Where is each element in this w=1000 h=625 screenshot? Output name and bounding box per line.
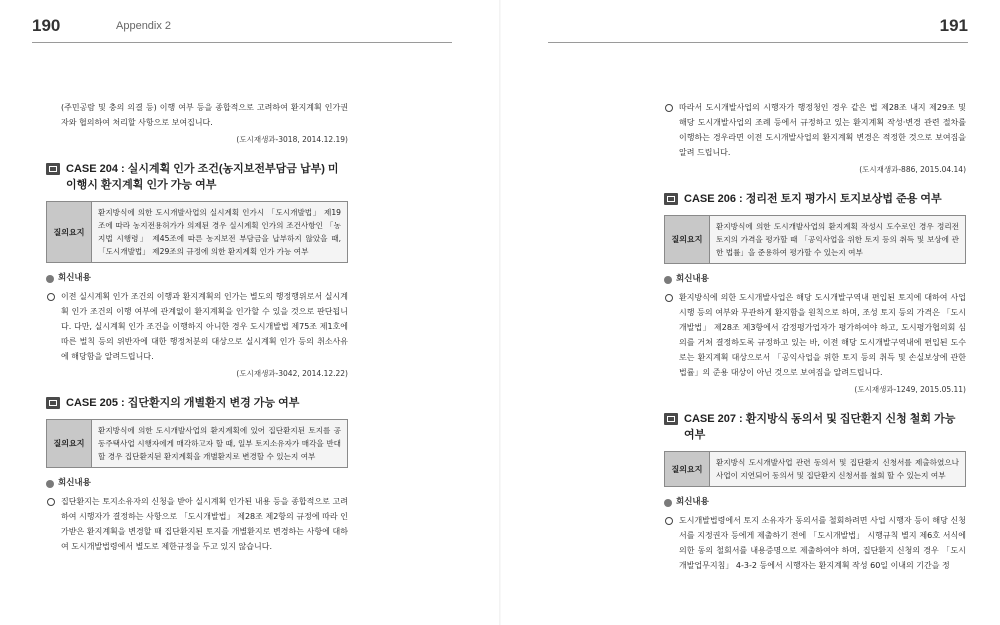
case-207-question-table xyxy=(664,451,966,487)
case-207-answer-heading xyxy=(664,495,966,510)
question-label: 질의요지 xyxy=(47,202,92,262)
bullet-circle-icon xyxy=(665,104,673,112)
case-205-title xyxy=(46,395,348,411)
case-204-question-table xyxy=(46,201,348,263)
case-204-title-text: CASE 204 : 실시계획 인가 조건(농지보전부담금 납부) 미이행시 환지계획 인가 가능 여부 xyxy=(66,163,339,191)
right-intro xyxy=(664,100,966,160)
left-intro-source: (도시재생과-3018, 2014.12.19) xyxy=(236,135,348,144)
case-207-answer xyxy=(664,513,966,573)
case-207-title-text: CASE 207 : 환지방식 동의서 및 집단환지 신청 철회 가능 여부 xyxy=(684,413,956,441)
right-page-number: 191 xyxy=(939,16,968,35)
answer-heading-text: 회신내용 xyxy=(58,478,91,488)
case-icon xyxy=(46,163,60,175)
case-206-question-text: 환지방식에 의한 도시개발사업의 환지계획 작성시 도수로인 경우 정리전 토지의 가격을 평가할 때 「공익사업을 위한 토지 등의 취득 및 보상에 관한 법률」을 준용하여 평가할 수 있는지 여부 xyxy=(710,216,965,263)
case-204-answer-heading xyxy=(46,271,348,286)
right-intro-text: 따라서 도시개발사업의 시행자가 행정청인 경우 같은 법 제28조 내지 제29조 및 해당 도시개발사업의 조례 등에서 규정하고 있는 환지계획 작성·변경 관련 절차를 이행하는 경우라면 이전 도시개발사업의 환지계획 변경은 적정한 것으로 보여짐을 알려 드립니다. xyxy=(679,103,966,157)
right-page-header xyxy=(548,18,968,43)
answer-heading-text: 회신내용 xyxy=(676,274,709,284)
question-label: 질의요지 xyxy=(47,420,92,467)
case-205-answer xyxy=(46,494,348,554)
case-206-title xyxy=(664,191,966,207)
left-page-column xyxy=(46,100,348,554)
question-label: 질의요지 xyxy=(665,216,710,263)
left-page-header xyxy=(32,18,452,43)
case-205-question-text: 환지방식에 의한 도시개발사업의 환지계획에 있어 집단환지된 토지를 공동주택사업 시행자에게 매각하고자 할 때, 일부 토지소유자가 매각을 반대할 경우 집단환지된 환지계획을 개별환지로 변경할 수 있는지 여부 xyxy=(92,420,347,467)
answer-heading-text: 회신내용 xyxy=(58,273,91,283)
case-207-answer-text: 도시개발법령에서 토지 소유자가 동의서를 철회하려면 사업 시행자 등이 해당 신청서를 지정권자 등에게 제출하기 전에 「도시개발법」 시행규칙 별지 제6호 서식에 의한 동의 철회서를 내용증명으로 제출하여야 하며, 집단환지 신청의 경우 「도시개발업무지침」 4-3-2 등에서 시행자는 환지계획 작성 60일 이내의 기간을 정 xyxy=(679,516,966,570)
case-206-answer xyxy=(664,290,966,380)
answer-dot-icon xyxy=(46,275,54,283)
case-206-question-table xyxy=(664,215,966,264)
case-206-answer-text: 환지방식에 의한 도시개발사업은 해당 도시개발구역내 편입된 토지에 대하여 사업시행 등의 여부와 무관하게 환지함을 원칙으로 하며, 조성 토지 등의 가격은 「도시개발법」 제28조 제3항에서 감정평가업자가 평가하여야 하고, 도시평가협의회 심의를 거쳐 결정하도록 규정하고 있는 바, 이전 해당 도시개발구역내에 편입된 도수로는 환지계획 대상으로서 「공익사업을 위한 토지 등의 취득 및 손실보상에 관한 법률」의 준용 대상이 아닌 것으로 보여짐을 알려드립니다. xyxy=(679,293,966,377)
question-label: 질의요지 xyxy=(665,452,710,486)
gutter xyxy=(499,0,501,625)
bullet-circle-icon xyxy=(665,517,673,525)
case-206-answer-heading xyxy=(664,272,966,287)
case-205-answer-text: 집단환지는 토지소유자의 신청을 받아 실시계획 인가된 내용 등을 종합적으로 고려하여 시행자가 결정하는 사항으로 「도시개발법」 제28조 제2항의 규정에 따라 인가받은 환지계획을 변경할 때 집단환지된 토지를 개별환지로 변경하는 사항에 대하여 도시개발법령에서 별도로 제한규정을 두고 있지 않습니다. xyxy=(61,497,348,551)
case-204-title xyxy=(46,161,348,193)
answer-dot-icon xyxy=(664,499,672,507)
case-205-question-table xyxy=(46,419,348,468)
case-icon xyxy=(664,413,678,425)
left-intro-text: (주민공람 및 충의 의결 등) 이행 여부 등을 종합적으로 고려하여 환지계획 인가권자와 협의하여 처리할 사항으로 보여집니다. xyxy=(61,103,348,127)
left-page-number: 190 xyxy=(32,16,61,35)
case-204-answer xyxy=(46,289,348,364)
bullet-circle-icon xyxy=(47,498,55,506)
right-page-column xyxy=(664,100,966,573)
case-205-answer-heading xyxy=(46,476,348,491)
case-205-title-text: CASE 205 : 집단환지의 개별환지 변경 가능 여부 xyxy=(66,397,300,409)
case-204-answer-text: 이전 실시계획 인가 조건의 이행과 환지계획의 인가는 별도의 행정행위로서 실시계획 인가 조건의 이행 여부에 관계없이 환지계획을 인가할 수 있을 것으로 판단됩니다. 다만, 실시계획 인가 조건을 이행하지 아니한 경우 도시개발법 제75조 제1호에 따른 벌칙 등의 위반자에 대한 행정처분의 대상으로 실시계획 인가 등의 취소사유에 해당함을 알려드립니다. xyxy=(61,292,348,361)
case-204-source: (도시재생과-3042, 2014.12.22) xyxy=(236,369,348,378)
case-207-question-text: 환지방식 도시개발사업 관련 동의서 및 집단환지 신청서를 제출하였으나 사업이 지연되어 동의서 및 집단환지 신청서를 철회 할 수 있는지 여부 xyxy=(710,452,965,486)
case-207-title xyxy=(664,411,966,443)
case-icon xyxy=(46,397,60,409)
running-head: Appendix 2 xyxy=(116,20,172,32)
bullet-circle-icon xyxy=(665,294,673,302)
answer-dot-icon xyxy=(664,276,672,284)
right-intro-source: (도시재생과-886, 2015.04.14) xyxy=(859,165,966,174)
case-icon xyxy=(664,193,678,205)
case-204-question-text: 환지방식에 의한 도시개발사업의 실시계획 인가시 「도시개발법」 제19조에 따라 농지전용허가가 의제된 경우 실시계획 인가의 조건사항인 「농지법 시행령」 제45조에 따른 농지보전 부담금을 납부하지 않았을 때, 「도시개발법」 제29조의 규정에 의한 환지계획 인가 가능 여부 xyxy=(92,202,347,262)
case-206-title-text: CASE 206 : 정리전 토지 평가시 토지보상법 준용 여부 xyxy=(684,193,942,205)
bullet-circle-icon xyxy=(47,293,55,301)
answer-heading-text: 회신내용 xyxy=(676,497,709,507)
case-206-source: (도시재생과-1249, 2015.05.11) xyxy=(854,385,966,394)
answer-dot-icon xyxy=(46,480,54,488)
